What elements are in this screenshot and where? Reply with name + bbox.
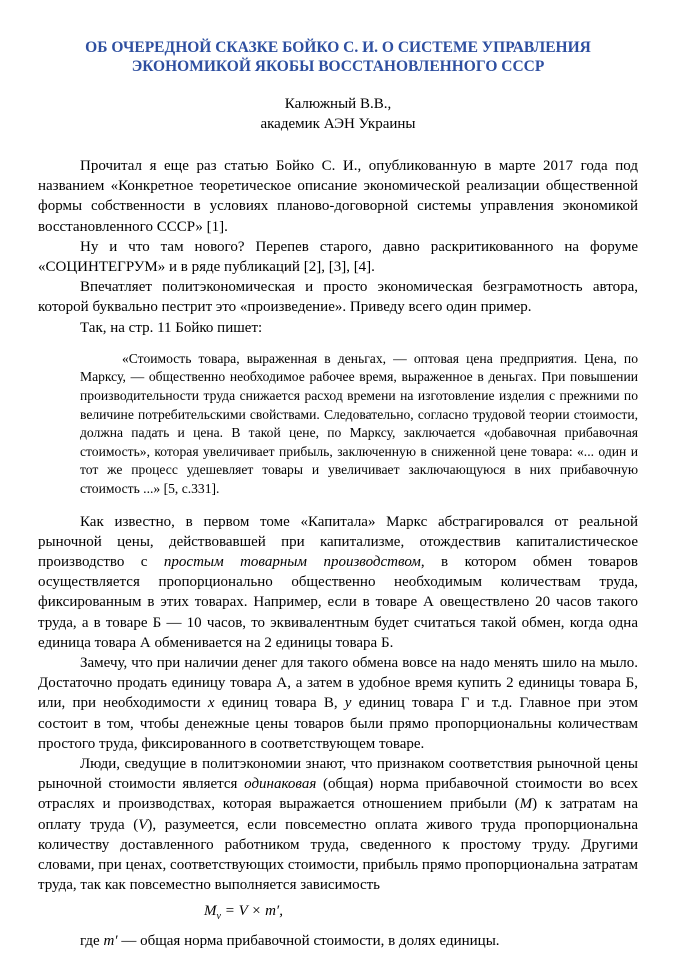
paragraph-1: Прочитал я еще раз статью Бойко С. И., опубликованную в марте 2017 года под названием «Конкретное теоретическое описание экономической реализации общественной формы собственности в условиях планово-договорной системы управления экономикой восстановленного СССР» [1]. (38, 158, 638, 235)
p6-part-a: Замечу, что при наличии денег для такого обмена вовсе на надо менять шило на мыло. Достаточно продать единицу товара А, а затем в удобное время купить 2 единицы товара Б, или, при необходимости (38, 655, 638, 712)
paragraph-5 (38, 512, 638, 653)
where-part-a: где (80, 933, 104, 950)
formula-explanation (38, 931, 638, 951)
block-quote (38, 350, 638, 499)
p6-var-x: x (207, 695, 215, 712)
p7-part-b: (общая) норма прибавочной стоимости во всех отраслях и производствах, которая выражается отношением прибыли ( (38, 776, 638, 813)
p6-var-y: y (344, 695, 352, 712)
paragraph-7 (38, 754, 638, 895)
p5-after: , в котором обмен товаров осуществляется пропорционально общественно необходимым количествам труда, фиксированным в этих товарах. Например, если в товаре А овеществлено 20 часов такого труда, а в товаре Б — 10 часов, то эквивалентным будет считаться такой обмен, когда одна единица товара А обменивается на 2 единицы товара Б. (38, 553, 639, 651)
p5-before: Как известно, в первом томе «Капитала» Маркс абстрагировался от реальной рыночной цены, действовавшей при капитализме, отождествив капиталистическое производство с (38, 513, 638, 570)
paragraph-6 (38, 653, 638, 754)
paragraph-2: Ну и что там нового? Перепев старого, давно раскритикованного на форуме «СОЦИНТЕГРУМ» и в ряде публикаций [2], [3], [4]. (38, 238, 638, 276)
title-line-1: ОБ ОЧЕРЕДНОЙ СКАЗКЕ БОЙКО С. И. О СИСТЕМЕ УПРАВЛЕНИЯ (85, 39, 591, 56)
document-title (38, 38, 638, 76)
formula-rest: = V × m′, (220, 903, 283, 920)
author-name: Калюжный В.В., (284, 96, 392, 112)
author-block (38, 94, 638, 134)
paragraph-3: Впечатляет политэкономическая и просто экономическая безграмотность автора, которой буквально пестрит это «произведение». Приведу всего один пример. (38, 279, 638, 316)
where-part-b: — общая норма прибавочной стоимости, в долях единицы. (117, 933, 500, 950)
p7-part-d: ), разумеется, если повсеместно оплата живого труда пропорциональна количеству доставленного работником труда, сведенного к простому труду. Другими словами, при ценах, соответствующих стоимости, прибыль прямо пропорциональна затратам труда, так как повсеместно выполняется зависимость (38, 816, 638, 894)
quote-text: «Стоимость товара, выраженная в деньгах, — оптовая цена предприятия. Цена, по Марксу, — общественно необходимое рабочее время, выраженное в деньгах. При повышении производительности труда снижается расход времени на изготовление изделия с прежними по величине потребительскими свойствами. Следовательно, согласно трудовой теории стоимости, должна падать и цена. В такой цене, по Марксу, заключается «добавочная прибавочная стоимость», которая увеличивает прибыль, заключенную в сниженной цене товара: «... один и тот же процесс удешевляет товары и увеличивает заключающуюся в них прибавочную стоимость ...» [5, с.331]. (80, 350, 638, 496)
p7-var-M: M (519, 796, 533, 813)
p7-part-a: Люди, сведущие в политэкономии знают, что признаком соответствия рыночной цены рыночной стоимости является (38, 756, 638, 793)
paragraph-4: Так, на стр. 11 Бойко пишет: (80, 319, 263, 336)
spacer (38, 134, 638, 156)
author-title: академик АЭН Украины (260, 116, 416, 132)
p7-emphasis: одинаковая (244, 776, 317, 793)
p6-part-b: единиц товара В, (214, 695, 345, 712)
p5-emphasis: простым товарным производством (163, 553, 421, 570)
where-var-m: m′ (103, 933, 118, 950)
p7-part-c: ) к затратам на оплату труда ( (38, 796, 638, 833)
formula (204, 901, 638, 927)
formula-subscript: v (216, 911, 221, 923)
p6-part-c: единиц товара Г и т.д. Главное при этом состоит в том, чтобы денежные цены товаров были прямо пропорциональны количествам простого труда, фиксированного в соответствующем товаре. (38, 695, 639, 752)
p7-var-V: V (138, 816, 148, 833)
title-line-2: ЭКОНОМИКОЙ ЯКОБЫ ВОССТАНОВЛЕННОГО СССР (131, 58, 545, 75)
formula-M: M (204, 903, 217, 920)
